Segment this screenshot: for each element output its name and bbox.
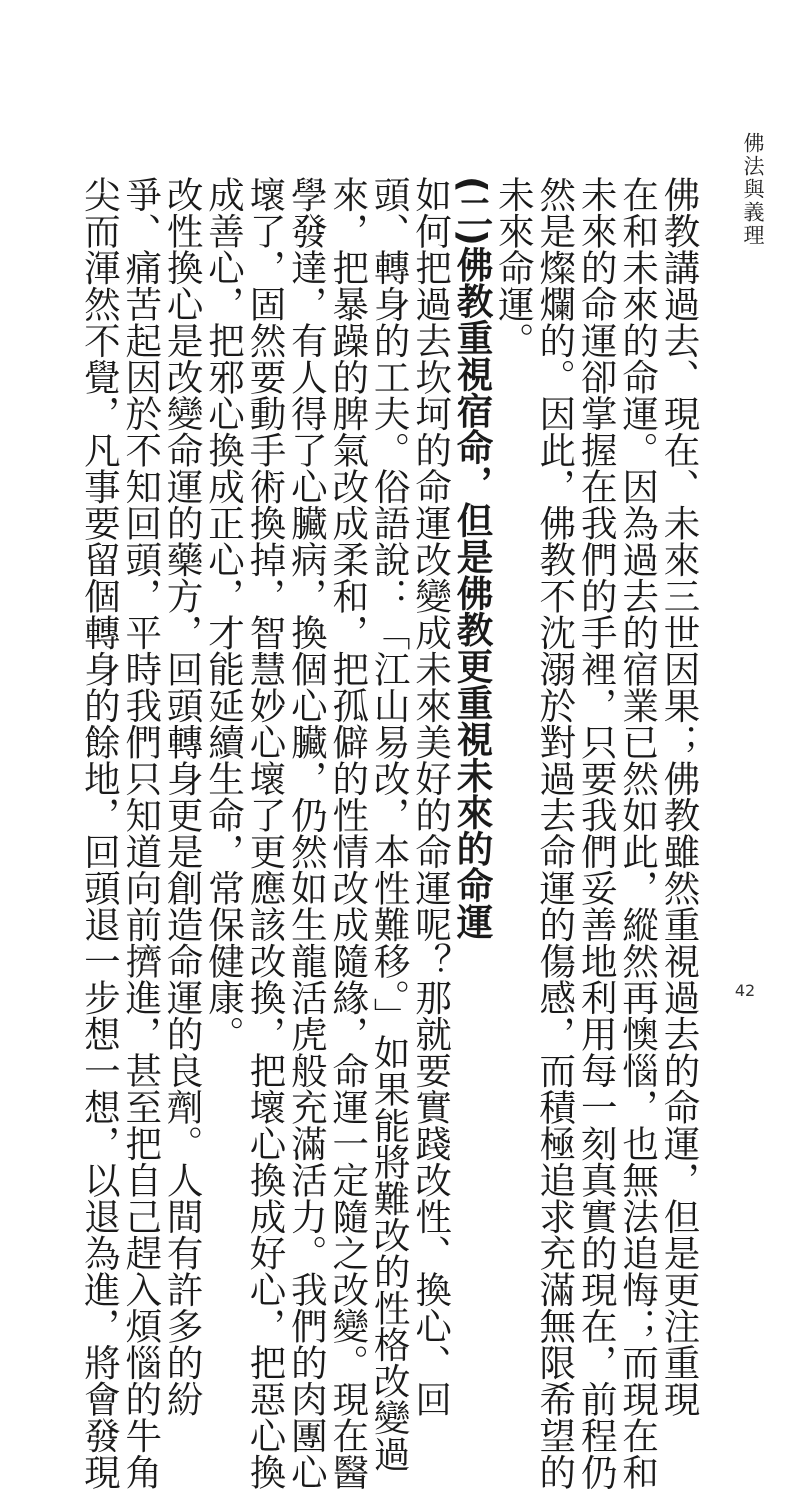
text-column: 爭、痛苦起因於不知回頭，平時我們只知道向前擠進，甚至把自己趕入煩惱的牛角 [119, 176, 163, 1490]
text-column: 然是燦爛的。因此，佛教不沈溺於對過去命運的傷感，而積極追求充滿無限希望的 [533, 176, 577, 1490]
text-column: 未來命運。 [492, 176, 536, 359]
page-number: 42 [734, 981, 756, 1000]
text-column: 改性換心是改變命運的藥方，回頭轉身更是創造命運的良劑。人間有許多的紛 [161, 176, 205, 1417]
text-column: 尖而渾然不覺，凡事要留個轉身的餘地，回頭退一步想一想，以退為進，將會發現 [78, 176, 122, 1490]
text-column: 壞了，固然要動手術換掉，智慧妙心壞了更應該改換，把壞心換成好心，把惡心換 [243, 176, 287, 1490]
text-column: 佛教講過去、現在、未來三世因果；佛教雖然重視過去的命運，但是更注重現 [658, 176, 701, 1417]
text-column: 如何把過去坎坷的命運改變成未來美好的命運呢？那就要實踐改性、換心、回 [409, 176, 453, 1417]
text-column: 頭、轉身的工夫。俗語說：「江山易改，本性難移。」如果能將難改的性格改變過 [368, 176, 412, 1472]
running-head: 佛法與義理 [741, 132, 765, 247]
body-text [78, 176, 701, 1490]
text-column: 未來的命運卻掌握在我們的手裡，只要我們妥善地利用每一刻真實的現在，前程仍 [575, 176, 619, 1490]
text-column: 來，把暴躁的脾氣改成柔和，把孤僻的性情改成隨緣，命運一定隨之改變。現在醫 [326, 176, 370, 1490]
section-heading: (二)佛教重視宿命，但是佛教更重視未來的命運 [450, 176, 494, 940]
text-column: 學發達，有人得了心臟病，換個心臟，仍然如生龍活虎般充滿活力。我們的肉團心 [285, 176, 329, 1490]
text-column: 成善心，把邪心換成正心，才能延續生命，常保健康。 [202, 176, 246, 1052]
text-column: 在和未來的命運。因為過去的宿業已然如此，縱然再懊惱，也無法追悔；而現在和 [616, 176, 660, 1490]
